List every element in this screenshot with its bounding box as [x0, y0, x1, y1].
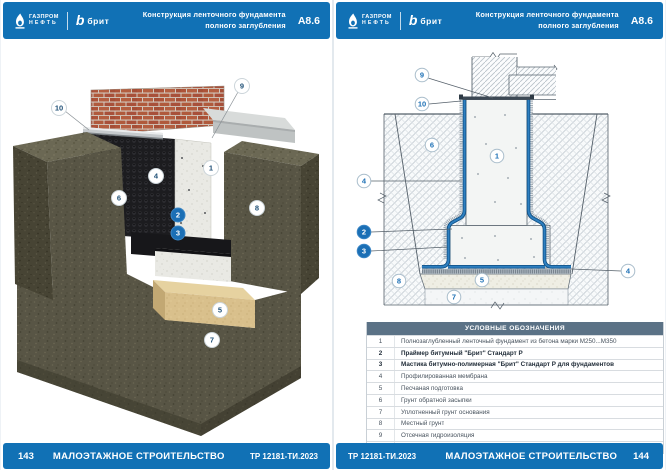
legend-row: 4 Профилированная мембрана — [367, 370, 663, 382]
gazprom-logo — [347, 13, 392, 29]
svg-text:7: 7 — [451, 292, 457, 302]
brit-b-icon: b — [408, 11, 418, 28]
gazprom-logo-line2: НЕФТЬ — [29, 20, 58, 27]
page-number-left: 143 — [18, 450, 34, 462]
page-title-line1: Конструкция ленточного фундамента — [475, 9, 619, 19]
gazprom-flame-icon — [14, 13, 26, 29]
page-title-line2: полного заглубления — [538, 20, 619, 30]
callout-6 — [112, 191, 127, 206]
logo-group — [347, 12, 442, 30]
legend-row: 9 Отсечная гидроизоляция — [367, 429, 663, 441]
legend-title: УСЛОВНЫЕ ОБОЗНАЧЕНИЯ — [367, 322, 663, 335]
foundation-3d-illustration — [5, 48, 327, 440]
svg-text:4: 4 — [361, 176, 367, 186]
doc-code-right: ТР 12181-ТИ.2023 — [348, 451, 417, 461]
callout-4b — [621, 264, 635, 278]
svg-text:6: 6 — [116, 193, 122, 203]
svg-text:9: 9 — [239, 81, 245, 91]
footer-bar-left — [3, 443, 330, 469]
callout-4 — [149, 169, 164, 184]
svg-text:5: 5 — [479, 275, 485, 285]
svg-text:4: 4 — [625, 266, 631, 276]
brit-b-icon: b — [75, 11, 85, 28]
svg-text:3: 3 — [175, 228, 181, 238]
legend-table — [366, 322, 664, 454]
flashing-cap-left — [459, 95, 463, 100]
doc-code-left: ТР 12181-ТИ.2023 — [249, 451, 318, 461]
section-name-right: МАЛОЭТАЖНОЕ СТРОИТЕЛЬСТВО — [445, 450, 618, 462]
gazprom-logo-line1: ГАЗПРОМ — [29, 13, 59, 20]
svg-text:2: 2 — [361, 227, 367, 237]
header-bar-left — [3, 2, 330, 39]
legend-row: 2 Праймер битумный "Брит" Стандарт Р — [367, 347, 663, 359]
callout-8 — [250, 201, 265, 216]
svg-text:1: 1 — [208, 163, 214, 173]
sheet-code: А8.6 — [630, 14, 653, 27]
section-name-left: МАЛОЭТАЖНОЕ СТРОИТЕЛЬСТВО — [52, 450, 225, 462]
sheet-code: А8.6 — [297, 14, 320, 27]
svg-text:4: 4 — [153, 171, 159, 181]
callout-4 — [357, 174, 371, 188]
page-title-line2: полного заглубления — [205, 20, 286, 30]
page-left — [1, 0, 332, 470]
legend-row: 8 Местный грунт — [367, 418, 663, 430]
soil-block-left — [13, 132, 127, 300]
brit-logo-text: брит — [420, 15, 443, 26]
legend-row: 7 Уплотненный грунт основания — [367, 406, 663, 418]
svg-text:6: 6 — [429, 140, 435, 150]
gazprom-flame-icon — [347, 13, 359, 29]
svg-text:2: 2 — [175, 210, 181, 220]
callout-1 — [490, 149, 504, 163]
svg-text:8: 8 — [254, 203, 260, 213]
flashing-cap-right — [530, 95, 534, 100]
page-title — [143, 10, 286, 31]
header-bar-right — [336, 2, 663, 39]
gazprom-logo — [14, 13, 59, 29]
damp-proof-course — [463, 97, 531, 100]
legend-row: 3 Мастика битумно-полимерная "Брит" Стандарт Р для фундаментов — [367, 359, 663, 371]
svg-text:5: 5 — [217, 305, 223, 315]
page-right — [334, 0, 665, 470]
svg-text:7: 7 — [209, 335, 215, 345]
callout-5 — [475, 273, 489, 287]
page-title — [476, 10, 619, 31]
page-number-right: 144 — [633, 450, 649, 462]
brit-logo — [75, 11, 110, 28]
gazprom-logo-line2: НЕФТЬ — [362, 20, 391, 27]
logo-group — [14, 12, 109, 30]
callout-10 — [52, 101, 67, 116]
legend-row: 6 Грунт обратной засыпки — [367, 394, 663, 406]
page-title-line1: Конструкция ленточного фундамента — [142, 9, 286, 19]
callout-2 — [357, 225, 371, 239]
callout-1 — [204, 161, 219, 176]
callout-9 — [415, 68, 429, 82]
svg-text:8: 8 — [396, 276, 402, 286]
callout-7 — [447, 290, 461, 304]
foundation-cross-section — [335, 42, 665, 322]
callout-6 — [425, 138, 439, 152]
callout-10 — [415, 97, 429, 111]
brit-logo-text: брит — [87, 15, 110, 26]
legend-row: 5 Песчаная подготовка — [367, 382, 663, 394]
callout-9 — [235, 79, 250, 94]
soil-block-right — [224, 141, 319, 294]
callout-3 — [171, 226, 185, 240]
legend-row: 1 Полнозаглубленный ленточный фундамент из бетона марки М250...М350 — [367, 335, 663, 347]
compacted-base — [425, 289, 568, 305]
callout-7 — [205, 333, 220, 348]
concrete-floor-slab — [203, 108, 295, 143]
logo-divider — [67, 12, 68, 30]
svg-text:3: 3 — [361, 246, 367, 256]
callout-3 — [357, 244, 371, 258]
gazprom-logo-line1: ГАЗПРОМ — [362, 13, 392, 20]
callout-2 — [171, 208, 185, 222]
footer-bar-right — [336, 443, 663, 469]
svg-text:9: 9 — [419, 70, 425, 80]
svg-text:10: 10 — [54, 103, 64, 113]
svg-text:10: 10 — [417, 99, 427, 109]
logo-divider — [400, 12, 401, 30]
callout-5 — [213, 303, 228, 318]
sand-bed — [420, 274, 571, 289]
callout-8 — [392, 274, 406, 288]
brit-logo — [408, 11, 443, 28]
svg-text:1: 1 — [494, 151, 500, 161]
